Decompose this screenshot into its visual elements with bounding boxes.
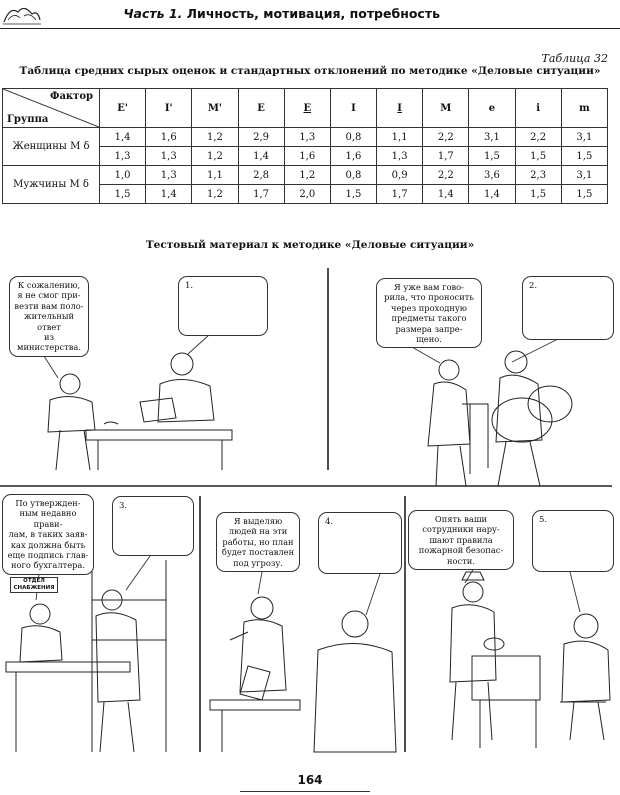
table-cell: 1,1 [377, 128, 423, 147]
table-caption: Таблица средних сырых оценок и стандартных отклонений по методике «Деловые ситуации» [19, 65, 601, 77]
column-header: e [469, 89, 515, 128]
speech-line: через проходную [390, 302, 468, 313]
section-title: Тестовый материал к методике «Деловые ситуации» [145, 239, 475, 251]
table-cell: 1,4 [146, 185, 192, 204]
speech-line: жительный ответ [23, 311, 75, 332]
column-header: m [561, 89, 607, 128]
speech-line: еще подпись глав- [7, 550, 89, 561]
table-cell: 1,0 [100, 166, 146, 185]
table-cell: 2,2 [515, 128, 561, 147]
table-cell: 1,5 [561, 185, 607, 204]
table-cell: 1,2 [192, 147, 238, 166]
table-cell: 1,4 [238, 147, 284, 166]
panel5-response-box[interactable] [532, 510, 614, 572]
speech-line: шают правила [429, 534, 493, 545]
column-header: M' [192, 89, 238, 128]
table-cell: 0,8 [330, 128, 376, 147]
table-cell: 1,5 [515, 185, 561, 204]
table-cell: 1,7 [377, 185, 423, 204]
speech-line: людей на эти [228, 526, 288, 537]
speech-line: я не смог при- [17, 290, 81, 301]
table-cell: 1,3 [146, 166, 192, 185]
table-cell: 1,3 [377, 147, 423, 166]
table-cell: 1,4 [423, 185, 469, 204]
column-header: I' [146, 89, 192, 128]
panel2-response-box[interactable] [522, 276, 614, 340]
speech-line: ного бухгалтера. [10, 560, 86, 571]
table-cell: 3,1 [561, 128, 607, 147]
footer-rule [240, 791, 370, 792]
speech-line: пожарной безопас- [418, 545, 504, 556]
panel2-speech-bubble [376, 278, 482, 348]
speech-line: Опять ваши [434, 514, 488, 524]
speech-line: работы, но план [222, 536, 294, 547]
speech-line: везти вам поло- [14, 300, 84, 311]
table-cell: 3,1 [469, 128, 515, 147]
column-header: i [515, 89, 561, 128]
response-number: 3. [119, 501, 128, 511]
department-sign [10, 577, 58, 593]
speech-line: По утвержден- [15, 498, 81, 508]
column-header: E [284, 89, 330, 128]
panel4-response-box[interactable] [318, 512, 402, 574]
table-cell: 1,4 [469, 185, 515, 204]
speech-line: рила, что проносить [384, 292, 474, 303]
table-cell: 2,3 [515, 166, 561, 185]
speech-line: К сожалению, [17, 280, 81, 290]
speech-line: Я выделяю [233, 516, 283, 526]
speech-line: ках должна быть [10, 539, 86, 550]
table-cell: 0,8 [330, 166, 376, 185]
table-cell: 1,6 [284, 147, 330, 166]
column-header: E [238, 89, 284, 128]
column-header: I [377, 89, 423, 128]
table-cell: 1,2 [192, 185, 238, 204]
speech-line: щено. [416, 334, 442, 345]
sign-line: ОТДЕЛ [23, 578, 45, 584]
response-number: 4. [325, 517, 334, 527]
table-cell: 1,5 [100, 185, 146, 204]
table-cell: 3,1 [561, 166, 607, 185]
table-cell: 0,9 [377, 166, 423, 185]
table-cell: 1,3 [146, 147, 192, 166]
speech-line: размера запре- [395, 323, 463, 334]
corner-group-label: Группа [7, 114, 49, 125]
panel4-speech-bubble [216, 512, 300, 572]
table-cell: 1,3 [284, 128, 330, 147]
table-cell: 1,7 [423, 147, 469, 166]
table-cell: 1,7 [238, 185, 284, 204]
table-cell: 1,3 [100, 147, 146, 166]
table-cell: 1,6 [330, 147, 376, 166]
speech-line: из министерства. [17, 332, 81, 353]
table-cell: 1,5 [515, 147, 561, 166]
table-cell: 1,2 [284, 166, 330, 185]
table-cell: 2,9 [238, 128, 284, 147]
table-cell: 1,5 [330, 185, 376, 204]
table-cell: 3,6 [469, 166, 515, 185]
response-number: 1. [185, 281, 194, 291]
response-number: 2. [529, 281, 538, 291]
speech-line: сотрудники нару- [422, 524, 500, 535]
speech-line: будет поставлен [221, 547, 295, 558]
panel5-speech-bubble [408, 510, 514, 570]
header-title-part: Часть 1. [123, 6, 183, 21]
table-cell: 1,2 [192, 128, 238, 147]
sign-line: СНАБЖЕНИЯ [13, 585, 55, 591]
panel3-speech-bubble [2, 494, 94, 575]
table-cell: 2,0 [284, 185, 330, 204]
speech-line: ным недавно прави- [19, 508, 77, 529]
speech-line: ности. [447, 555, 475, 566]
table-cell: 1,5 [561, 147, 607, 166]
table-label: Таблица 32 [541, 52, 608, 65]
row-group-label: Мужчины M δ [3, 166, 100, 204]
panel1-speech-bubble [9, 276, 89, 357]
panel1-response-box[interactable] [178, 276, 268, 336]
panel3-response-box[interactable] [112, 496, 194, 556]
column-header: M [423, 89, 469, 128]
speech-line: предметы такого [391, 313, 467, 324]
table-cell: 1,4 [100, 128, 146, 147]
table-cell: 1,6 [146, 128, 192, 147]
response-number: 5. [539, 515, 548, 525]
speech-line: лам, в таких заяв- [8, 529, 88, 540]
table-cell: 2,8 [238, 166, 284, 185]
corner-factor-label: Фактор [49, 91, 93, 102]
speech-line: Я уже вам гово- [394, 282, 464, 292]
header-title-rest: Личность, мотивация, потребность [182, 6, 440, 21]
page-number: 164 [297, 773, 323, 787]
table-cell: 2,2 [423, 166, 469, 185]
table-cell: 2,2 [423, 128, 469, 147]
row-group-label: Женщины M δ [3, 128, 100, 166]
table-cell: 1,5 [469, 147, 515, 166]
speech-line: под угрозу. [233, 557, 283, 568]
table-cell: 1,1 [192, 166, 238, 185]
column-header: I [330, 89, 376, 128]
column-header: E' [100, 89, 146, 128]
